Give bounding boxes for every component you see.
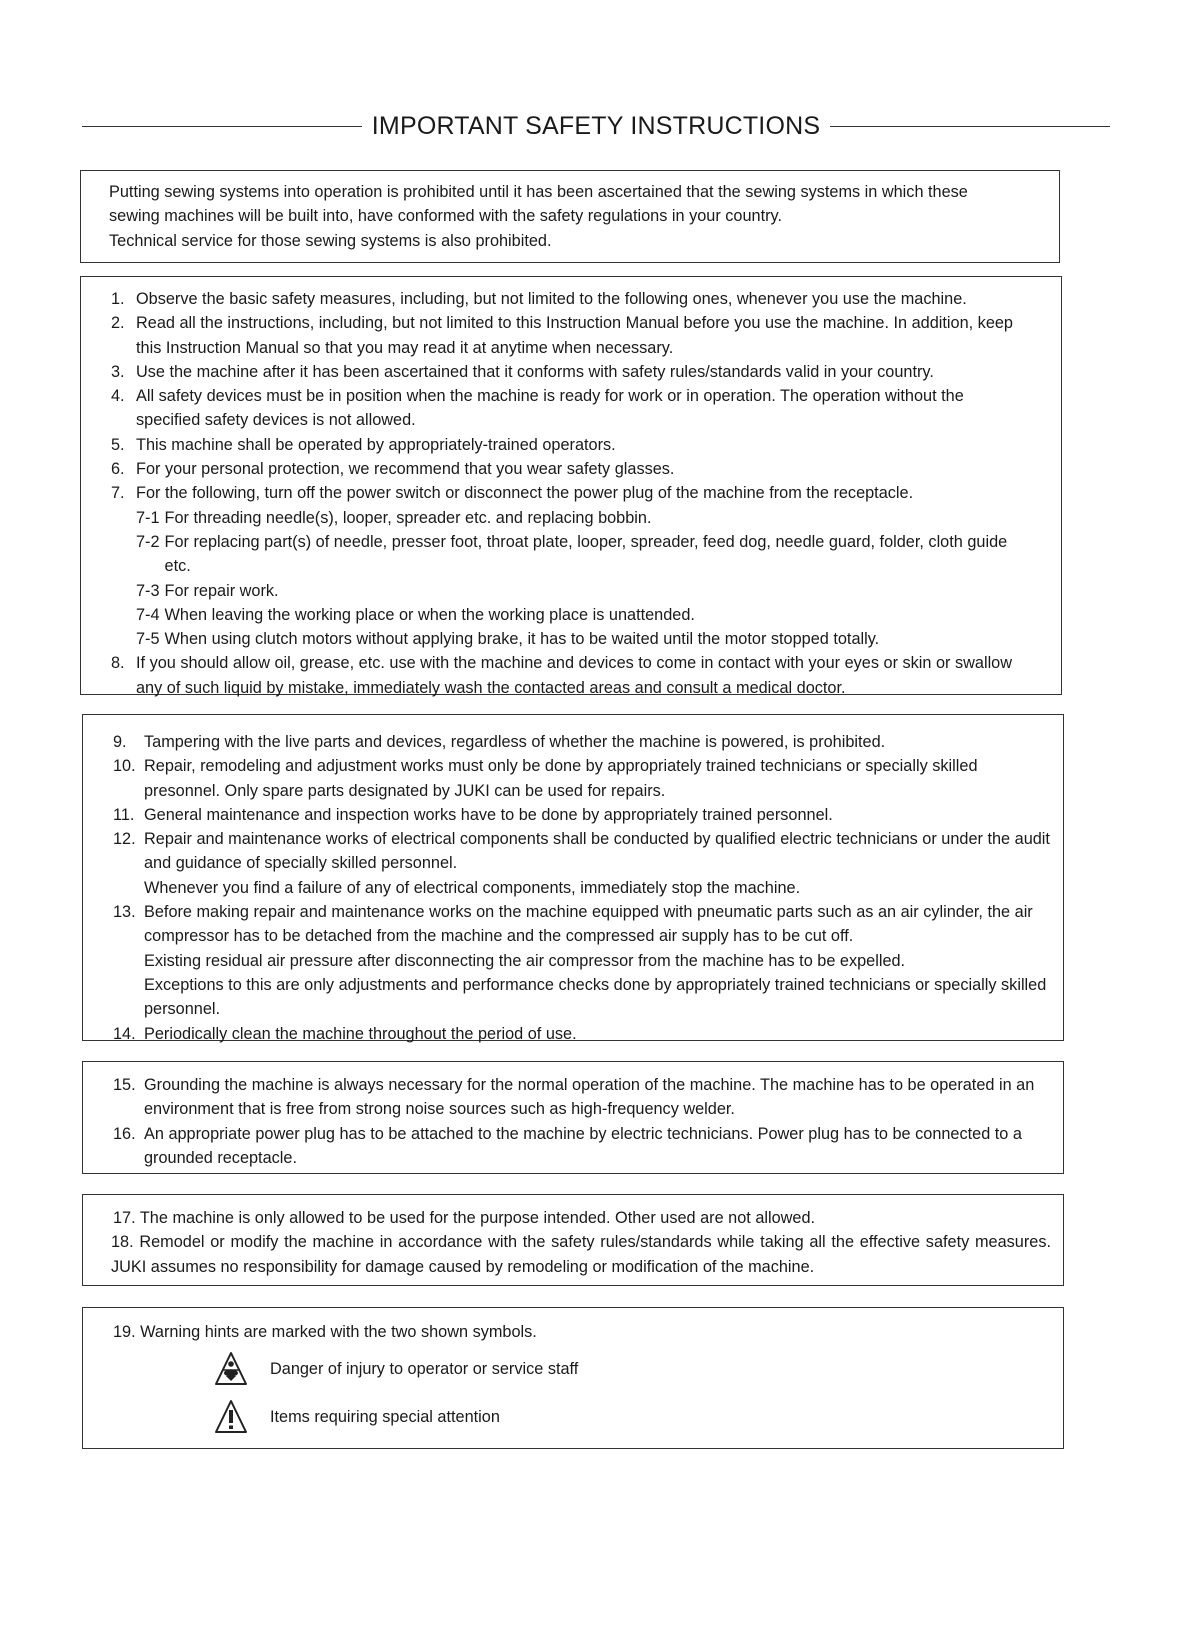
item-text: For the following, turn off the power switch or disconnect the power plug of the machine from the receptacle. (136, 484, 914, 503)
safety-section-1 (80, 276, 1062, 695)
item-number: 4. (111, 387, 125, 406)
list-item (113, 754, 1053, 803)
list-item (113, 730, 1053, 754)
item-text: Use the machine after it has been ascertained that it conforms with safety rules/standards valid in your country. (136, 362, 934, 381)
item-text: Read all the instructions, including, but not limited to this Instruction Manual before you use the machine. In addition, keep this Instruction Manual so that you may read it at anytime when necessary. (136, 314, 1013, 357)
symbol-label: Items requiring special attention (270, 1408, 500, 1427)
list-item (111, 287, 1031, 311)
list-item (113, 1122, 1049, 1171)
subitem-text: When leaving the working place or when the working place is unattended. (164, 605, 695, 624)
safety-section-5 (82, 1307, 1064, 1449)
title-rule-right (830, 126, 1110, 127)
intro-box (80, 170, 1060, 263)
subitem-text: For repair work. (164, 581, 279, 600)
item-number: 14. (113, 1024, 136, 1043)
list-item (113, 827, 1053, 876)
subitem-number: 7-2 (136, 532, 160, 551)
item-text: This machine shall be operated by appropriately-trained operators. (136, 435, 616, 454)
item-text: 19. Warning hints are marked with the two shown symbols. (113, 1323, 537, 1341)
symbol-row-danger (214, 1350, 1051, 1388)
item-text: 18. Remodel or modify the machine in accordance with the safety rules/standards while taking all the effective safety measures. JUKI assumes no responsibility for damage caused by remodeling or modification of the machine. (111, 1233, 1051, 1276)
item-number: 13. (113, 903, 136, 922)
title-rule-left (82, 126, 362, 127)
list-item (113, 900, 1053, 949)
item-number: 3. (111, 362, 125, 381)
list-item (111, 457, 1031, 481)
item-text: Grounding the machine is always necessary for the normal operation of the machine. The machine has to be operated in an environment that is free from strong noise sources such as high-frequency welder. (144, 1076, 1035, 1119)
title-text: IMPORTANT SAFETY INSTRUCTIONS (371, 112, 821, 140)
danger-injury-icon (214, 1350, 248, 1388)
page-title (82, 112, 1110, 141)
safety-section-4 (82, 1194, 1064, 1286)
item-text: For your personal protection, we recommend that you wear safety glasses. (136, 460, 675, 479)
item-text: An appropriate power plug has to be attached to the machine by electric technicians. Power plug has to be connected to a grounded receptacle. (144, 1124, 1022, 1167)
sub-list-item (111, 530, 1031, 579)
list-item (113, 1073, 1049, 1122)
subitem-number: 7-1 (136, 508, 160, 527)
subitem-text: For replacing part(s) of needle, presser foot, throat plate, looper, spreader, feed dog, needle guard, folder, cloth guide etc. (164, 532, 1008, 576)
item-number: 7. (111, 484, 125, 503)
intro-line-2: sewing machines will be built into, have conformed with the safety regulations in your country. (109, 207, 783, 226)
list-item (111, 651, 1031, 700)
item-text: Before making repair and maintenance works on the machine equipped with pneumatic parts such as an air cylinder, the air compressor has to be detached from the machine and the compressed air supply has to be cut off. (144, 903, 1033, 946)
subitem-text: When using clutch motors without applying brake, it has to be waited until the motor stopped totally. (164, 630, 880, 649)
item-text: General maintenance and inspection works have to be done by appropriately trained personnel. (144, 805, 833, 824)
subitem-number: 7-4 (136, 605, 160, 624)
item-number: 1. (111, 290, 125, 308)
item-text: 17. The machine is only allowed to be used for the purpose intended. Other used are not allowed. (113, 1209, 816, 1227)
intro-line-3: Technical service for those sewing systems is also prohibited. (109, 231, 552, 250)
item-continuation: Existing residual air pressure after disconnecting the air compressor from the machine has to be expelled. (144, 951, 906, 970)
safety-section-3 (82, 1061, 1064, 1174)
sub-list-item (111, 506, 1031, 530)
list-item (113, 803, 1053, 827)
subitem-number: 7-5 (136, 630, 160, 649)
item-text: Repair and maintenance works of electrical components shall be conducted by qualified electric technicians or under the audit and guidance of specially skilled personnel. (144, 830, 1050, 873)
sub-list-item (111, 579, 1031, 603)
caution-exclamation-icon (214, 1398, 248, 1436)
subitem-number: 7-3 (136, 581, 160, 600)
item-number: 6. (111, 460, 125, 479)
item-number: 9. (113, 733, 127, 751)
item-number: 16. (113, 1124, 136, 1143)
item-number: 12. (113, 830, 136, 849)
symbol-row-caution (214, 1398, 1051, 1436)
sub-list-item (111, 627, 1031, 651)
sub-list-item (111, 603, 1031, 627)
item-continuation: Whenever you find a failure of any of electrical components, immediately stop the machine. (144, 878, 801, 897)
list-item (111, 433, 1031, 457)
list-item (111, 311, 1031, 360)
item-text: Tampering with the live parts and devices, regardless of whether the machine is powered, is prohibited. (144, 733, 886, 751)
item-text: Observe the basic safety measures, including, but not limited to the following ones, whenever you use the machine. (136, 290, 967, 308)
item-number: 15. (113, 1076, 136, 1094)
subitem-text: For threading needle(s), looper, spreader etc. and replacing bobbin. (164, 508, 652, 527)
safety-section-2 (82, 714, 1064, 1041)
item-number: 2. (111, 314, 125, 333)
item-text: Periodically clean the machine throughout the period of use. (144, 1024, 577, 1043)
symbol-label: Danger of injury to operator or service staff (270, 1360, 579, 1379)
item-text: All safety devices must be in position when the machine is ready for work or in operation. The operation without the specified safety devices is not allowed. (136, 387, 964, 430)
intro-line-1: Putting sewing systems into operation is prohibited until it has been ascertained that the sewing systems in which these (109, 183, 968, 201)
list-item (111, 481, 1031, 505)
list-item (113, 1022, 1053, 1046)
item-text: If you should allow oil, grease, etc. use with the machine and devices to come in contact with your eyes or skin or swallow any of such liquid by mistake, immediately wash the contacted areas and consult a medical doctor. (136, 654, 1012, 697)
item-number: 8. (111, 654, 125, 673)
item-text: Repair, remodeling and adjustment works must only be done by appropriately trained technicians or specially skilled presonnel. Only spare parts designated by JUKI can be used for repairs. (144, 757, 978, 800)
list-item (111, 384, 1031, 433)
item-number: 11. (113, 805, 135, 824)
item-continuation: Exceptions to this are only adjustments and performance checks done by appropriately trained technicians or specially skilled personnel. (144, 975, 1047, 1019)
item-number: 5. (111, 435, 125, 454)
item-number: 10. (113, 757, 136, 776)
list-item (111, 360, 1031, 384)
